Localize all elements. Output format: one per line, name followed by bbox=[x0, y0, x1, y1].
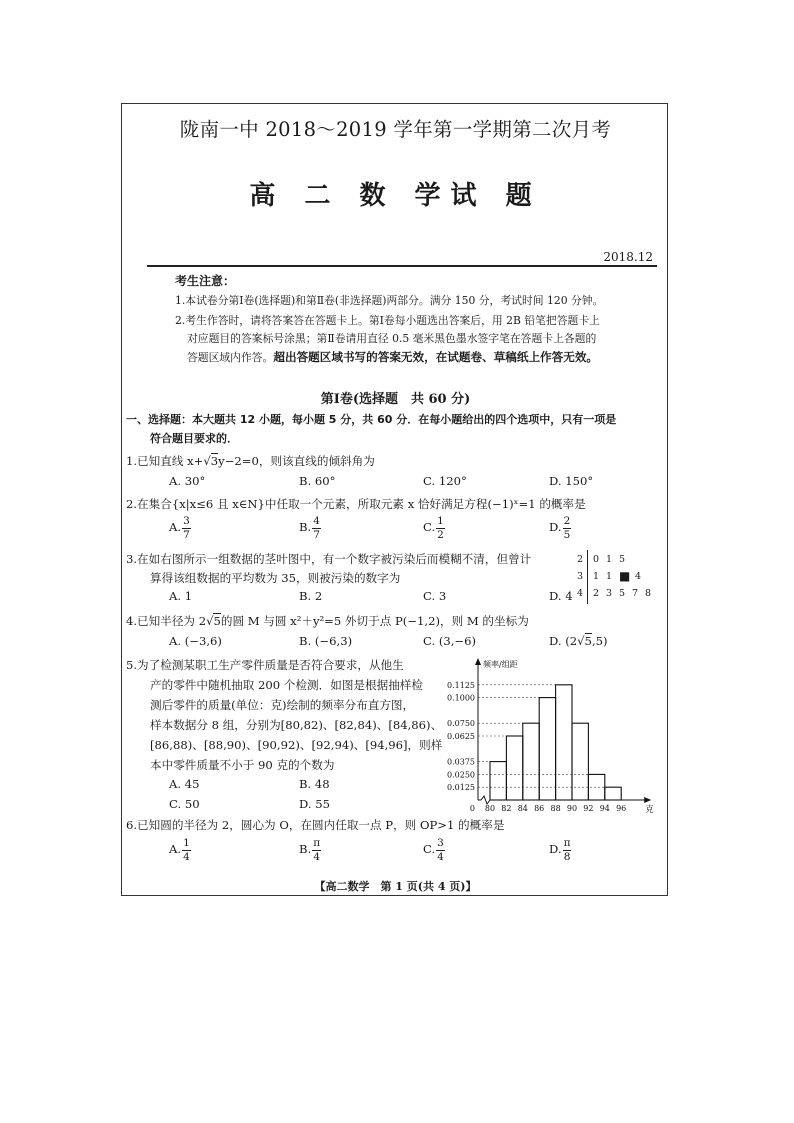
q2-option-b-fraction bbox=[312, 516, 321, 540]
q4-stem-start: 4.已知半径为 2 bbox=[126, 614, 207, 628]
fraction-denominator: 7 bbox=[313, 528, 320, 541]
fraction-numerator: π bbox=[313, 837, 321, 849]
fraction-numerator: 2 bbox=[563, 515, 571, 527]
leaf-value: 0 bbox=[593, 554, 600, 565]
notice-title: 考生注意： bbox=[175, 274, 236, 288]
q4-option-a: A. (−3,6) bbox=[169, 634, 222, 648]
q3-option-b: B. 2 bbox=[299, 589, 323, 603]
q6-option-c bbox=[423, 838, 446, 862]
question-5-line-5: [86,88)、[88,90)、[90,92)、[92,94)、[94,96]，则样 bbox=[150, 738, 443, 752]
question-3-line-1: 3.在如右图所示一组数据的茎叶图中，有一个数字被污染后而模糊不清，但曾计 bbox=[126, 552, 532, 566]
fraction-numerator: π bbox=[563, 837, 571, 849]
q2-option-a-fraction bbox=[182, 516, 191, 540]
histogram-bar bbox=[490, 762, 506, 800]
fraction-numerator: 1 bbox=[437, 515, 444, 527]
histogram-bar bbox=[556, 685, 572, 800]
question-1-stem bbox=[126, 453, 375, 469]
y-tick-label: 0.1125 bbox=[447, 680, 475, 690]
x-axis-label: 克 bbox=[645, 805, 654, 815]
q2-option-a-label: A. bbox=[169, 520, 182, 534]
question-4-stem bbox=[126, 613, 529, 629]
notice-item-1: 1.本试卷分第Ⅰ卷(选择题)和第Ⅱ卷(非选择题)两部分。满分 150 分，考试时间 120 分钟。 bbox=[175, 294, 604, 307]
q1-sqrt-arg: 3 bbox=[210, 454, 219, 468]
histogram-bar bbox=[539, 698, 555, 800]
section-1-instructions-line-2: 符合题目要求的． bbox=[150, 432, 238, 445]
y-tick-label: 0.0250 bbox=[447, 770, 475, 780]
frequency-histogram bbox=[418, 656, 663, 818]
q3-option-c: C. 3 bbox=[423, 589, 447, 603]
leaf-value: 5 bbox=[619, 588, 626, 599]
x-tick-label: 92 bbox=[583, 804, 594, 813]
q6-option-a-fraction bbox=[182, 838, 191, 862]
q6-option-b bbox=[299, 838, 322, 862]
leaf-value: 2 bbox=[593, 588, 600, 599]
notice-item-2-line-3 bbox=[187, 349, 598, 365]
q5-option-b: B. 48 bbox=[299, 777, 330, 791]
q2-option-b bbox=[299, 516, 322, 540]
leaf-value: 8 bbox=[645, 588, 652, 599]
leaf-value: 1 bbox=[606, 571, 613, 582]
y-axis-arrow bbox=[475, 658, 481, 665]
leaf-value: 3 bbox=[606, 588, 613, 599]
school-exam-title: 陇南一中 2018～2019 学年第一学期第二次月考 bbox=[179, 118, 612, 141]
subject-title: 高 二 数 学试 题 bbox=[249, 181, 542, 211]
x-tick-label: 80 bbox=[484, 804, 496, 813]
y-tick-label: 0.1000 bbox=[447, 693, 475, 703]
stem-value: 4 bbox=[577, 588, 584, 599]
q6-option-a bbox=[169, 838, 192, 862]
q4-option-b: B. (−6,3) bbox=[299, 634, 353, 648]
fraction-denominator: 4 bbox=[183, 850, 190, 863]
x-tick-label: 84 bbox=[517, 804, 528, 813]
fraction-numerator: 1 bbox=[183, 837, 190, 849]
stem-value: 2 bbox=[577, 554, 584, 565]
y-tick-label: 0.0125 bbox=[447, 783, 475, 793]
x-tick-label: 90 bbox=[566, 804, 578, 813]
leaf-value: 1 bbox=[606, 554, 613, 565]
y-tick-label: 0.0750 bbox=[447, 719, 475, 729]
question-5-line-1: 5.为了检测某职工生产零件质量是否符合要求，从他生 bbox=[126, 658, 404, 672]
q4-option-c: C. (3,−6) bbox=[423, 634, 477, 648]
notice-item-2-line-2: 对应题目的答案标号涂黑；第Ⅱ卷请用直径 0.5 毫米黑色墨水签字笔在答题卡上各题的 bbox=[187, 332, 597, 345]
q4-option-d-sqrt-arg: 5 bbox=[584, 634, 592, 648]
fraction-numerator: 3 bbox=[183, 515, 190, 527]
q6-option-c-label: C. bbox=[423, 842, 436, 856]
q4-option-d bbox=[549, 634, 608, 648]
y-axis-label: 频率/组距 bbox=[483, 660, 518, 669]
histogram-bar bbox=[506, 736, 522, 800]
x-tick-label: 94 bbox=[599, 804, 610, 813]
leaf-value: 5 bbox=[619, 554, 626, 565]
q4-sqrt: √5 bbox=[206, 614, 221, 628]
leaf-value: 7 bbox=[632, 588, 639, 599]
x-tick-label: 88 bbox=[550, 804, 561, 813]
exam-page bbox=[121, 103, 668, 896]
x-tick-label: 96 bbox=[616, 804, 627, 813]
q6-option-d bbox=[549, 838, 572, 862]
header-divider bbox=[147, 265, 657, 267]
page-footer: 【高二数学 第 1 页(共 4 页)】 bbox=[314, 880, 477, 893]
q5-option-d: D. 55 bbox=[299, 797, 331, 811]
q1-option-d: D. 150° bbox=[549, 474, 594, 488]
q1-option-b: B. 60° bbox=[299, 474, 336, 488]
leaf-value: 1 bbox=[593, 571, 600, 582]
fraction-denominator: 4 bbox=[313, 850, 321, 863]
histogram-bar bbox=[572, 723, 588, 800]
q3-option-a: A. 1 bbox=[169, 589, 193, 603]
fraction-numerator: 4 bbox=[313, 515, 320, 527]
q6-option-b-fraction bbox=[312, 838, 321, 862]
leaf-value: 4 bbox=[635, 571, 642, 582]
q4-sqrt-arg: 5 bbox=[213, 614, 221, 628]
stem-and-leaf-plot bbox=[577, 550, 667, 604]
q1-option-a: A. 30° bbox=[169, 474, 206, 488]
q4-option-d-sqrt: √5 bbox=[577, 634, 592, 648]
q4-stem-end: 的圆 M 与圆 x²＋y²=5 外切于点 P(−1,2)，则 M 的坐标为 bbox=[220, 614, 529, 628]
section-1-instructions-line-1: 一、选择题：本大题共 12 小题，每小题 5 分，共 60 分．在每小题给出的四个选项中，只有一项是 bbox=[126, 413, 617, 426]
q2-option-d-label: D. bbox=[549, 520, 562, 534]
question-5-line-4: 样本数据分 8 组，分别为[80,82)、[82,84)、[84,86)、 bbox=[150, 718, 443, 732]
question-3-line-2: 算得该组数据的平均数为 35，则被污染的数字为 bbox=[150, 571, 401, 585]
histogram-bar bbox=[523, 723, 539, 800]
fraction-denominator: 7 bbox=[183, 528, 190, 541]
q2-option-c-fraction bbox=[436, 516, 445, 540]
question-2-stem: 2.在集合{x|x≤6 且 x∈N}中任取一个元素，所取元素 x 恰好满足方程(−1)ˣ=1 的概率是 bbox=[126, 497, 586, 511]
q4-option-d-start: D. (2 bbox=[549, 634, 578, 648]
question-5-line-2: 产的零件中随机抽取 200 个检测．如图是根据抽样检 bbox=[150, 678, 423, 692]
stem-value: 3 bbox=[577, 571, 584, 582]
q1-option-c: C. 120° bbox=[423, 474, 467, 488]
q4-option-d-end: ,5) bbox=[591, 634, 608, 648]
x-tick-label: 82 bbox=[501, 804, 512, 813]
fraction-denominator: 2 bbox=[437, 528, 444, 541]
x-axis-arrow bbox=[644, 797, 651, 803]
histogram-bar bbox=[605, 787, 621, 800]
notice-item-2-line-3-text: 答题区域内作答。 bbox=[187, 351, 274, 364]
q1-stem-end: y−2=0，则该直线的倾斜角为 bbox=[218, 454, 375, 468]
smudged-leaf: ■ bbox=[619, 569, 631, 583]
q1-stem-start: 1.已知直线 x+ bbox=[126, 454, 204, 468]
fraction-numerator: 3 bbox=[437, 837, 444, 849]
part-1-title: 第Ⅰ卷(选择题 共 60 分) bbox=[320, 392, 471, 407]
fraction-denominator: 4 bbox=[437, 850, 444, 863]
q6-option-d-label: D. bbox=[549, 842, 562, 856]
q2-option-c-label: C. bbox=[423, 520, 436, 534]
origin-label: 0 bbox=[469, 804, 475, 813]
notice-warning: 超出答题区域书写的答案无效，在试题卷、草稿纸上作答无效。 bbox=[273, 350, 599, 364]
q5-option-c: C. 50 bbox=[169, 797, 200, 811]
q6-option-b-label: B. bbox=[299, 842, 312, 856]
q5-option-a: A. 45 bbox=[169, 777, 200, 791]
q2-option-c bbox=[423, 516, 446, 540]
question-6-stem: 6.已知圆的半径为 2，圆心为 O，在圆内任取一点 P，则 OP>1 的概率是 bbox=[126, 818, 505, 832]
y-tick-label: 0.0375 bbox=[447, 757, 475, 767]
q2-option-b-label: B. bbox=[299, 520, 312, 534]
axis-break-icon bbox=[481, 796, 490, 804]
q2-option-d-fraction bbox=[563, 516, 572, 540]
q6-option-a-label: A. bbox=[169, 842, 182, 856]
x-tick-label: 86 bbox=[534, 804, 545, 813]
q2-option-a bbox=[169, 516, 192, 540]
q2-option-d bbox=[549, 516, 572, 540]
notice-item-2-line-1: 2.考生作答时，请将答案答在答题卡上。第Ⅰ卷每小题选出答案后，用 2B 铅笔把答题卡上 bbox=[175, 314, 600, 327]
question-5-line-6: 本中零件质量不小于 90 克的个数为 bbox=[150, 758, 335, 772]
q3-option-d: D. 4 bbox=[549, 589, 573, 603]
exam-date: 2018.12 bbox=[603, 250, 653, 264]
q6-option-c-fraction bbox=[436, 838, 445, 862]
q1-sqrt: √3 bbox=[203, 454, 219, 468]
fraction-denominator: 8 bbox=[563, 850, 571, 863]
stem-leaf-divider bbox=[587, 550, 588, 604]
y-tick-label: 0.0625 bbox=[447, 732, 475, 741]
q6-option-d-fraction bbox=[563, 838, 572, 862]
fraction-denominator: 5 bbox=[563, 528, 571, 541]
question-5-line-3: 测后零件的质量(单位：克)绘制的频率分布直方图， bbox=[150, 698, 415, 712]
